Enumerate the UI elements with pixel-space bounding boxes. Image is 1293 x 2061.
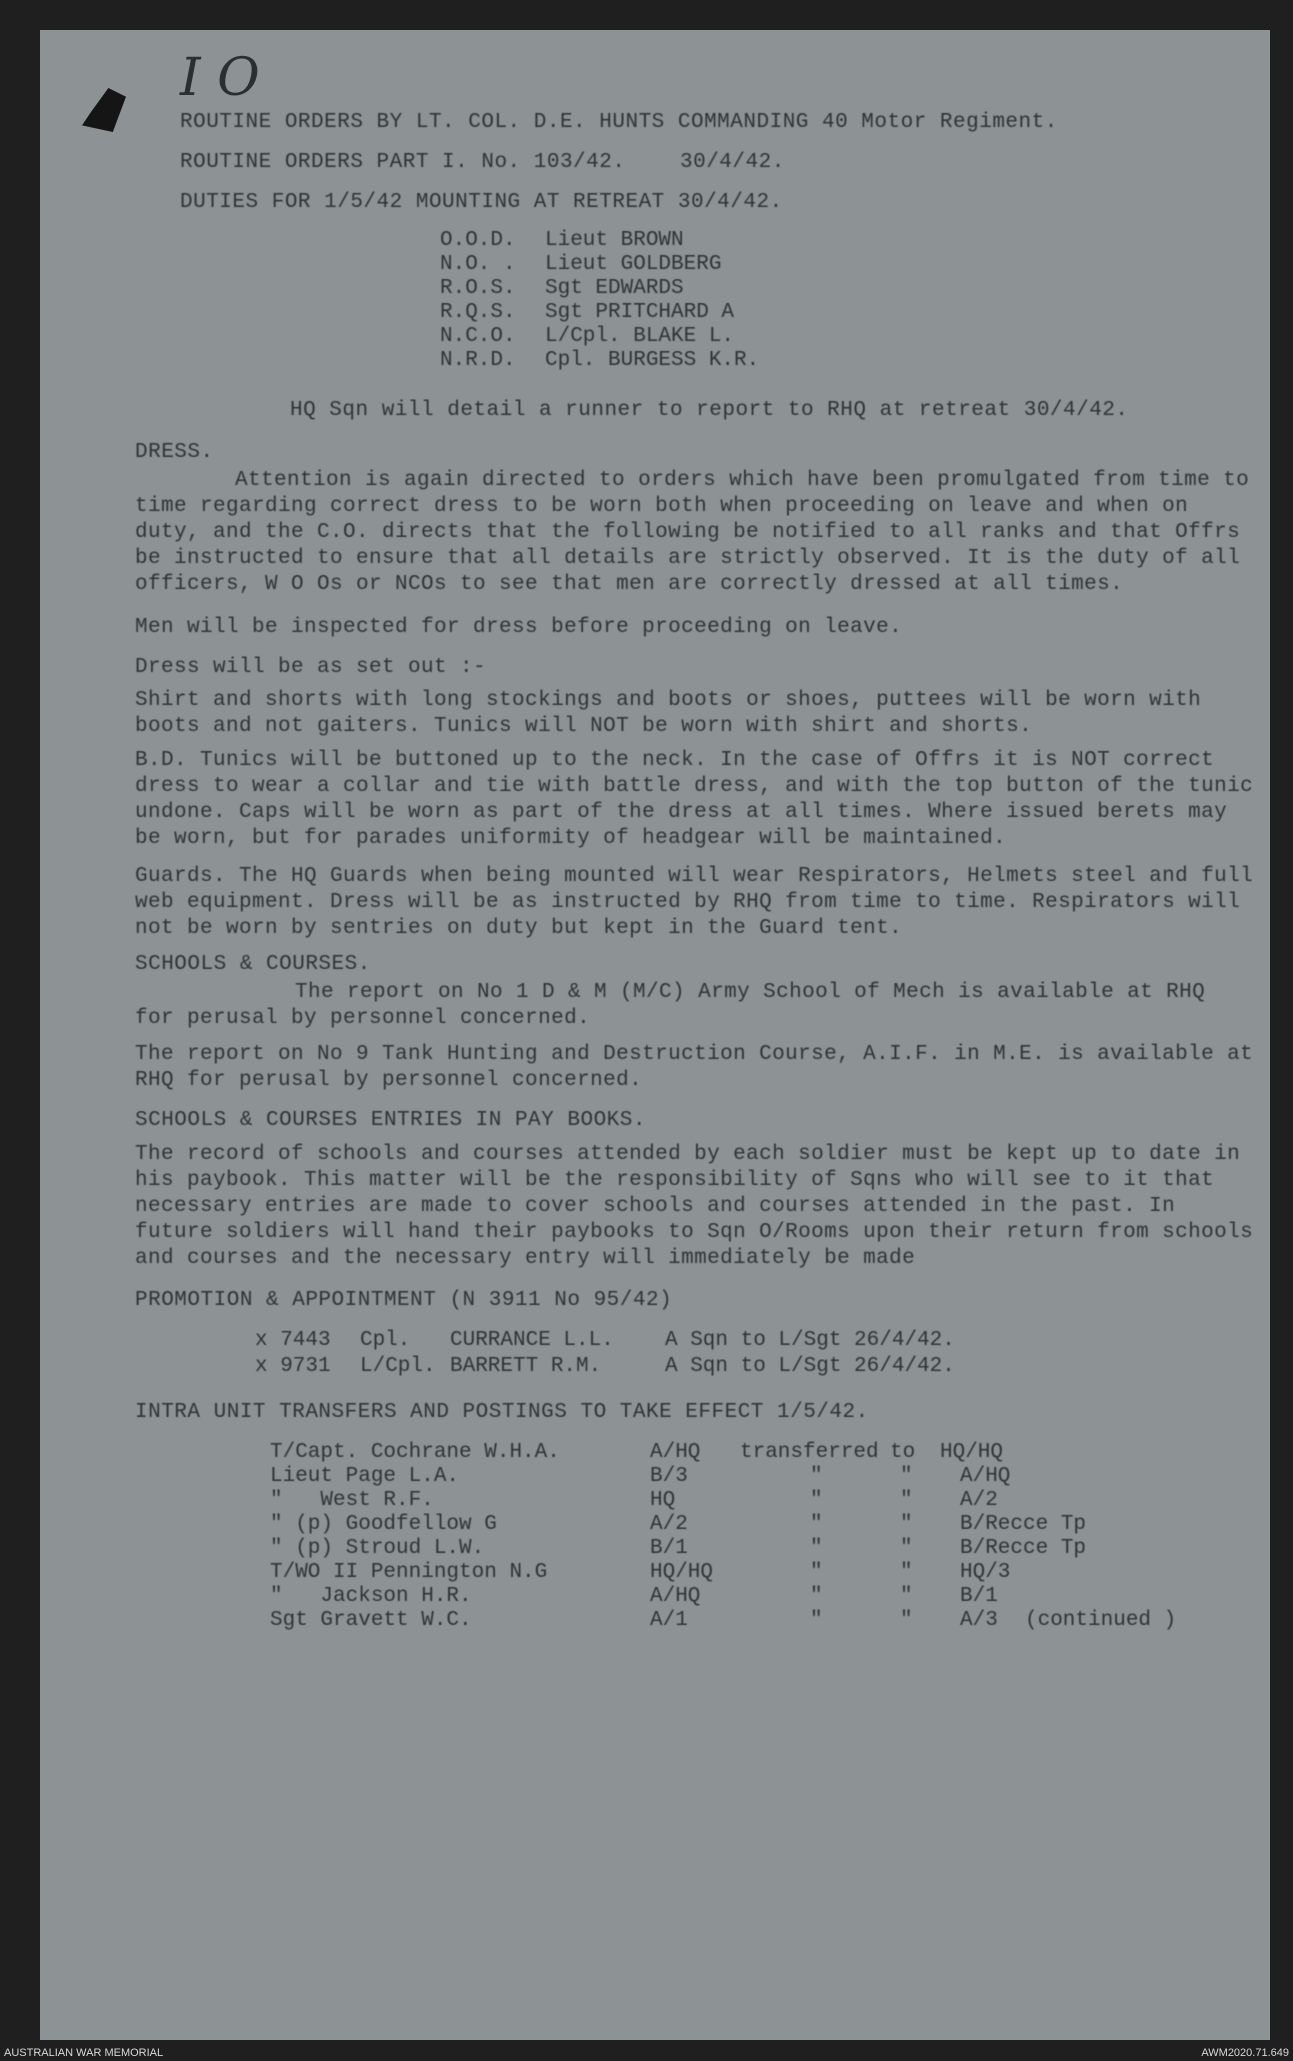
dress-paragraph-5: B.D. Tunics will be buttoned up to the neck. In the case of Offrs it is NOT correct dress to wear a collar and tie with battle dress, and with the top button of the tunic undone. Caps will be worn as part of the dress at all times. Where issued berets may be worn, but for parades uniformity of headgear will be maintained. <box>135 749 1254 850</box>
transfer-name: Lieut Page L.A. <box>270 1465 460 1488</box>
transfer-word: " <box>810 1489 823 1512</box>
transfer-from: HQ/HQ <box>650 1561 714 1584</box>
transfer-word: " <box>810 1465 823 1488</box>
promotion-number: x 7443 <box>255 1329 331 1352</box>
duty-role: R.Q.S. <box>440 301 516 324</box>
document-page <box>40 30 1270 2040</box>
transfer-word: " <box>900 1513 913 1536</box>
handwritten-annotation: I O <box>180 48 260 108</box>
transfer-word: " <box>810 1537 823 1560</box>
transfer-to: HQ/3 <box>960 1561 1011 1584</box>
duty-role: N.R.D. <box>440 349 516 372</box>
duty-name: L/Cpl. BLAKE L. <box>545 325 735 348</box>
ink-blot-mark <box>82 88 126 132</box>
dress-paragraph-3: Dress will be as set out :- <box>135 656 487 679</box>
schools-paragraph-2: The report on No 9 Tank Hunting and Destruction Course, A.I.F. in M.E. is available at RHQ for perusal by personnel concerned. <box>135 1043 1254 1092</box>
footer-credit: AUSTRALIAN WAR MEMORIAL <box>4 2047 164 2059</box>
transfer-from: A/HQ <box>650 1585 701 1608</box>
duties-heading: DUTIES FOR 1/5/42 MOUNTING AT RETREAT 30/4/42. <box>180 191 783 214</box>
transfer-from: B/3 <box>650 1465 688 1488</box>
transfer-word: transferred <box>740 1441 879 1464</box>
transfer-word: " <box>900 1465 913 1488</box>
transfer-name: " Jackson H.R. <box>270 1585 472 1608</box>
transfer-name: " (p) Goodfellow G <box>270 1513 497 1536</box>
duty-name: Lieut GOLDBERG <box>545 253 722 276</box>
duty-role: O.O.D. <box>440 229 516 252</box>
footer-reference: AWM2020.71.649 <box>1201 2047 1289 2059</box>
transfer-word: " <box>900 1537 913 1560</box>
transfer-word: " <box>900 1561 913 1584</box>
transfer-word: " <box>810 1561 823 1584</box>
transfer-from: A/2 <box>650 1513 688 1536</box>
entries-heading: SCHOOLS & COURSES ENTRIES IN PAY BOOKS. <box>135 1109 646 1132</box>
promotion-name: BARRETT R.M. <box>450 1355 602 1378</box>
orders-title: ROUTINE ORDERS BY LT. COL. D.E. HUNTS COMMANDING 40 Motor Regiment. <box>180 111 1058 134</box>
transfer-word: to <box>890 1441 916 1464</box>
transfer-from: HQ <box>650 1489 676 1512</box>
transfer-name: T/WO II Pennington N.G <box>270 1561 548 1584</box>
dress-paragraph-4: Shirt and shorts with long stockings and boots or shoes, puttees will be worn with boots and not gaiters. Tunics will NOT be worn with shirt and shorts. <box>135 689 1202 738</box>
transfer-name: Sgt Gravett W.C. <box>270 1609 472 1632</box>
entries-paragraph: The record of schools and courses attended by each soldier must be kept up to date in his paybook. This matter will be the responsibility of Sqns who will see to it that necessary entries are made to cover schools and courses attended in the past. In future soldiers will hand their paybooks to Sqn O/Rooms upon their return from schools and courses and the necessary entry will immediately be made <box>135 1143 1254 1270</box>
transfer-word: " <box>810 1609 823 1632</box>
transfer-to: A/HQ <box>960 1465 1011 1488</box>
orders-date: 30/4/42. <box>680 151 785 174</box>
transfer-from: B/1 <box>650 1537 688 1560</box>
duty-name: Sgt EDWARDS <box>545 277 684 300</box>
transfer-to: A/3 <box>960 1609 998 1632</box>
transfers-heading: INTRA UNIT TRANSFERS AND POSTINGS TO TAKE EFFECT 1/5/42. <box>135 1401 869 1424</box>
transfer-to: B/Recce Tp <box>960 1513 1087 1536</box>
transfer-word: " <box>810 1513 823 1536</box>
schools-heading: SCHOOLS & COURSES. <box>135 953 371 976</box>
promotion-rank: L/Cpl. <box>360 1355 436 1378</box>
transfer-from: A/HQ <box>650 1441 701 1464</box>
transfer-name: T/Capt. Cochrane W.H.A. <box>270 1441 560 1464</box>
transfer-word: " <box>900 1489 913 1512</box>
promotion-rank: Cpl. <box>360 1329 411 1352</box>
transfer-to: B/1 <box>960 1585 998 1608</box>
duty-role: N.C.O. <box>440 325 516 348</box>
transfer-to: B/Recce Tp <box>960 1537 1087 1560</box>
duty-name: Sgt PRITCHARD A <box>545 301 735 324</box>
duty-role: R.O.S. <box>440 277 516 300</box>
dress-paragraph-2: Men will be inspected for dress before proceeding on leave. <box>135 616 903 639</box>
promotion-heading: PROMOTION & APPOINTMENT (N 3911 No 95/42) <box>135 1289 673 1312</box>
schools-paragraph-1: The report on No 1 D & M (M/C) Army School of Mech is available at RHQ for perusal by personnel concerned. <box>135 981 1206 1030</box>
transfer-name: " West R.F. <box>270 1489 434 1512</box>
transfer-word: " <box>810 1585 823 1608</box>
dress-heading: DRESS. <box>135 441 214 464</box>
promotion-number: x 9731 <box>255 1355 331 1378</box>
promotion-change: A Sqn to L/Sgt 26/4/42. <box>665 1355 955 1378</box>
transfer-word: " <box>900 1609 913 1632</box>
dress-paragraph-6: Guards. The HQ Guards when being mounted will wear Respirators, Helmets steel and full web equipment. Dress will be as instructed by RHQ from time to time. Respirators will not be worn by sentries on duty but kept in the Guard tent. <box>135 865 1254 940</box>
dress-paragraph-1: Attention is again directed to orders which have been promulgated from time to time regarding correct dress to be worn both when proceeding on leave and when on duty, and the C.O. directs that the following be notified to all ranks and that Offrs be instructed to ensure that all details are strictly observed. It is the duty of all officers, W O Os or NCOs to see that men are correctly dressed at all times. <box>135 469 1250 596</box>
promotion-name: CURRANCE L.L. <box>450 1329 614 1352</box>
transfer-to: HQ/HQ <box>940 1441 1004 1464</box>
continued-note: (continued ) <box>1025 1609 1177 1632</box>
runner-instruction: HQ Sqn will detail a runner to report to RHQ at retreat 30/4/42. <box>290 399 1129 422</box>
duty-name: Lieut BROWN <box>545 229 684 252</box>
transfer-name: " (p) Stroud L.W. <box>270 1537 485 1560</box>
transfer-from: A/1 <box>650 1609 688 1632</box>
duty-role: N.O. . <box>440 253 516 276</box>
transfer-to: A/2 <box>960 1489 998 1512</box>
orders-part-number: ROUTINE ORDERS PART I. No. 103/42. <box>180 151 626 174</box>
duty-name: Cpl. BURGESS K.R. <box>545 349 760 372</box>
transfer-word: " <box>900 1585 913 1608</box>
promotion-change: A Sqn to L/Sgt 26/4/42. <box>665 1329 955 1352</box>
